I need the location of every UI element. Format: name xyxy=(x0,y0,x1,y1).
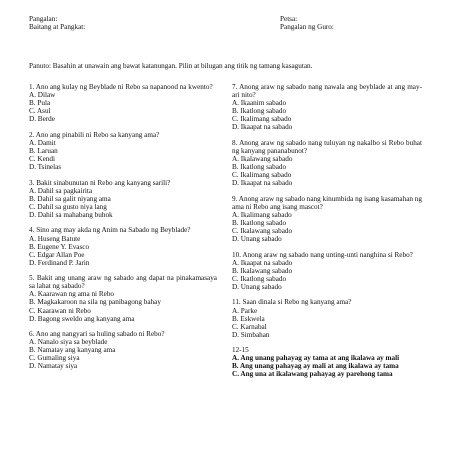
name-label: Pangalan: xyxy=(29,15,58,23)
answer-option[interactable]: A. Nanalo siya sa beyblade xyxy=(29,338,108,347)
answer-option[interactable]: B. Magkakaroon na sila ng panibagong bahay xyxy=(29,298,161,307)
answer-option[interactable]: D. Tsinelas xyxy=(29,163,62,172)
question-block xyxy=(232,251,422,291)
answer-option[interactable]: C. Gumaling siya xyxy=(29,354,80,363)
question-block xyxy=(29,274,217,322)
left-question-column xyxy=(29,83,217,378)
question-stem: 10. Anong araw ng sabado nang unting-unti nanghina si Rebo? xyxy=(232,250,413,259)
question-block-12-15 xyxy=(232,346,422,378)
answer-option[interactable]: B. Eugene Y. Evasco xyxy=(29,242,90,251)
question-stem: 8. Anong araw ng sabado nang tuluyan ng nakalbo si Rebo buhat ng kanyang pananabunot? xyxy=(232,138,422,155)
answer-option[interactable]: B. Laruan xyxy=(29,146,58,155)
question-block xyxy=(232,139,422,187)
answer-option[interactable]: C. Karnabal xyxy=(232,322,267,331)
answer-option[interactable]: C. Kendi xyxy=(29,154,55,163)
question-stem: 5. Bakit ang unang araw ng sabado ang dapat na pinakamasaya sa lahat ng sabado? xyxy=(29,274,217,291)
instructions: Panuto: Basahin at unawain ang bawat katanungan. Pilin at bilugan ang titik ng tamang kasagutan. xyxy=(29,62,313,70)
question-range: 12-15 xyxy=(232,346,249,355)
answer-option[interactable]: D. Namatay siya xyxy=(29,362,78,371)
answer-option[interactable]: A. Ikaapat na sabado xyxy=(232,258,293,267)
right-question-column xyxy=(232,83,422,386)
question-block xyxy=(29,179,217,219)
answer-option[interactable]: B. Dahil sa galit niyang ama xyxy=(29,194,111,203)
answer-option[interactable]: A. Ikalimang sabado xyxy=(232,210,292,219)
answer-option[interactable]: D. Bagong sweldo ang kanyang ama xyxy=(29,314,135,323)
grade-section-label: Baitang at Pangkat: xyxy=(29,23,86,31)
answer-option[interactable]: D. Ferdinand P. Jarin xyxy=(29,258,90,267)
answer-option[interactable]: C. Kaarawan ni Rebo xyxy=(29,306,91,315)
answer-option[interactable]: A. Dilaw xyxy=(29,91,56,100)
answer-option[interactable]: C. Ikalawang sabado xyxy=(232,226,293,235)
answer-option[interactable]: D. Unang sabado xyxy=(232,282,282,291)
answer-option[interactable]: B. Eskwela xyxy=(232,314,265,323)
answer-option[interactable]: A. Ikalawang sabado xyxy=(232,154,293,163)
question-stem: 7. Anong araw ng sabado nang nawala ang beyblade at ang may-ari nito? xyxy=(232,83,422,100)
question-block xyxy=(29,330,217,370)
answer-option[interactable]: C. Ikalimang sabado xyxy=(232,115,292,124)
question-stem: 2. Ano ang pinabili ni Rebo sa kanyang ama? xyxy=(29,130,160,139)
statement-option-b: B. Ang unang pahayag ay mali at ang ikalawa ay tama xyxy=(232,362,399,371)
answer-option[interactable]: B. Namatay ang kanyang ama xyxy=(29,346,116,355)
question-block xyxy=(29,131,217,171)
answer-option[interactable]: C. Dahil sa gusto niya lang xyxy=(29,202,107,211)
question-block xyxy=(232,195,422,243)
question-stem: 3. Bakit sinabunutan ni Rebo ang kanyang sarili? xyxy=(29,178,171,187)
answer-option[interactable]: D. Berde xyxy=(29,115,55,124)
statement-option-c: C. Ang una at ikalawang pahayag ay parehong tama xyxy=(232,370,393,379)
teacher-label: Pangalan ng Guro: xyxy=(280,23,334,31)
answer-option[interactable]: B. Ikatlong sabado xyxy=(232,163,287,172)
question-stem: 6. Ano ang nangyari sa huling sabado ni Rebo? xyxy=(29,330,165,339)
question-block xyxy=(29,83,217,123)
statement-option-a: A. Ang unang pahayag ay tama at ang ikalawa ay mali xyxy=(232,354,400,363)
answer-option[interactable]: C. Asul xyxy=(29,107,51,116)
answer-option[interactable]: C. Ikalimang sabado xyxy=(232,171,292,180)
answer-option[interactable]: A. Kaarawan ng ama ni Rebo xyxy=(29,290,115,299)
answer-option[interactable]: A. Huseng Batute xyxy=(29,234,81,243)
answer-option[interactable]: D. Dahil sa mahabang buhok xyxy=(29,210,113,219)
question-block xyxy=(232,83,422,131)
right-question-list xyxy=(232,83,422,339)
question-block xyxy=(232,298,422,338)
answer-option[interactable]: B. Ikatlong sabado xyxy=(232,107,287,116)
answer-option[interactable]: C. Ikatlong sabado xyxy=(232,274,287,283)
answer-option[interactable]: D. Simbahan xyxy=(232,330,270,339)
answer-option[interactable]: B. Ikatlong sabado xyxy=(232,218,287,227)
question-block xyxy=(29,226,217,266)
answer-option[interactable]: C. Edgar Allan Poe xyxy=(29,250,85,259)
question-stem: 11. Saan dinala si Rebo ng kanyang ama? xyxy=(232,298,352,307)
answer-option[interactable]: B. Pula xyxy=(29,99,51,108)
answer-option[interactable]: A. Dahil sa pagkairita xyxy=(29,186,93,195)
answer-option[interactable]: A. Parke xyxy=(232,306,258,315)
question-stem: 4. Sino ang may akda ng Anim na Sabado ng Beyblade? xyxy=(29,226,191,235)
answer-option[interactable]: A. Damit xyxy=(29,138,56,147)
answer-option[interactable]: A. Ikaanim sabado xyxy=(232,99,287,108)
answer-option[interactable]: D. Ikaapat na sabado xyxy=(232,179,293,188)
answer-option[interactable]: D. Ikaapat na sabado xyxy=(232,123,293,132)
answer-option[interactable]: D. Unang sabado xyxy=(232,234,282,243)
date-label: Petsa: xyxy=(280,15,298,23)
answer-option[interactable]: B. Ikalawang sabado xyxy=(232,266,293,275)
question-stem: 1. Ano ang kulay ng Beyblade ni Rebo sa napanood na kwento? xyxy=(29,83,213,91)
question-stem: 9. Anong araw ng sabado nang kinumbida ng isang kasamahan ng ama ni Rebo ang isang mascot? xyxy=(232,194,422,211)
